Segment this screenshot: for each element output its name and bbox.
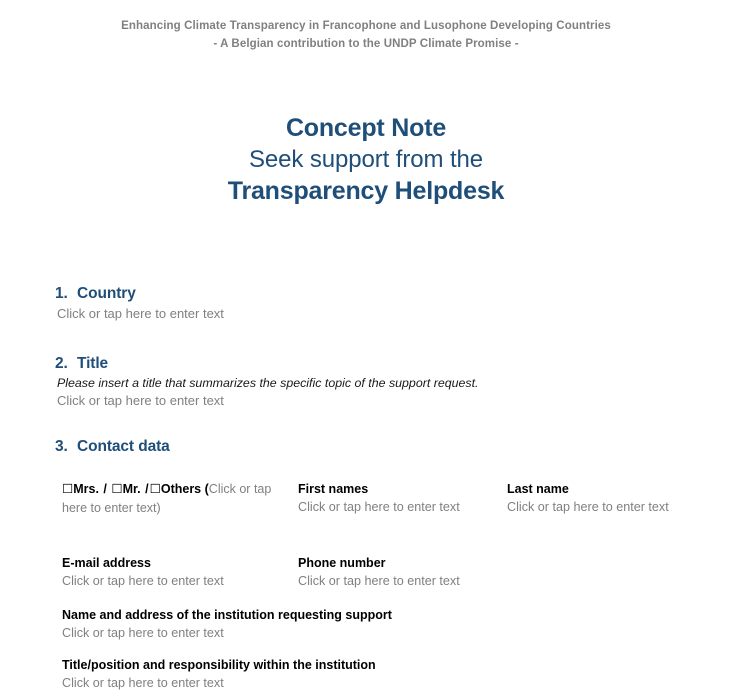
spacer: [0, 323, 732, 353]
document-title-block: [0, 113, 732, 207]
title-input-placeholder[interactable]: Click or tap here to enter text: [57, 393, 224, 408]
section-label: Title: [77, 355, 109, 372]
contact-row: [62, 480, 732, 554]
email-input-placeholder[interactable]: Click or tap here to enter text: [62, 574, 224, 588]
contact-row: [62, 656, 732, 696]
institution-input-placeholder[interactable]: Click or tap here to enter text: [62, 626, 224, 640]
document-running-header: [0, 18, 732, 52]
salutation-others-input-placeholder[interactable]: Click or tap here to enter text): [62, 482, 272, 515]
section-contact-data: [0, 436, 732, 696]
section-heading-contact-data: [0, 436, 732, 458]
salutation-options: [62, 480, 288, 518]
field-institution-name-address: [62, 606, 532, 642]
field-phone-number: [298, 554, 506, 590]
salutation-label-mr: Mr.: [122, 482, 141, 496]
contact-data-grid: [0, 480, 732, 696]
salutation-group: [62, 480, 288, 518]
header-line-2: - A Belgian contribution to the UNDP Climate Promise -: [213, 38, 519, 50]
checkbox-mr-icon[interactable]: ☐: [111, 482, 123, 496]
section-heading-country: [0, 283, 732, 305]
field-label: Title/position and responsibility within the institution: [62, 658, 376, 672]
header-line-1: Enhancing Climate Transparency in Francophone and Lusophone Developing Countries: [121, 20, 611, 32]
first-names-input-placeholder[interactable]: Click or tap here to enter text: [298, 500, 460, 514]
title-instruction-text: Please insert a title that summarizes the specific topic of the support request.: [57, 376, 479, 390]
title-seek-support: Seek support from the: [248, 146, 484, 173]
checkbox-others-icon[interactable]: ☐: [149, 482, 161, 496]
field-email-address: [62, 554, 288, 590]
section-number: 2.: [55, 355, 68, 372]
salutation-open-paren: (: [204, 482, 209, 496]
checkbox-mrs-icon[interactable]: ☐: [62, 482, 74, 496]
last-name-input-placeholder[interactable]: Click or tap here to enter text: [507, 500, 669, 514]
field-label: Last name: [507, 482, 569, 496]
field-label: Name and address of the institution requesting support: [62, 608, 392, 622]
section-number: 3.: [55, 438, 68, 455]
salutation-separator-2: /: [145, 482, 149, 496]
field-label: First names: [298, 482, 369, 496]
section-country: [0, 283, 732, 323]
title-position-input-placeholder[interactable]: Click or tap here to enter text: [62, 676, 224, 690]
section-label: Country: [77, 285, 136, 302]
section-label: Contact data: [77, 438, 170, 455]
field-first-names: [298, 480, 506, 516]
title-transparency-helpdesk: Transparency Helpdesk: [227, 177, 505, 205]
title-concept-note: Concept Note: [285, 114, 447, 142]
section-title: [0, 353, 732, 410]
contact-row: [62, 606, 732, 656]
field-label: E-mail address: [62, 556, 151, 570]
section-number: 1.: [55, 285, 68, 302]
section-heading-title: [0, 353, 732, 375]
field-last-name: [507, 480, 727, 516]
field-title-position: [62, 656, 532, 692]
salutation-separator-1: /: [103, 482, 107, 496]
phone-input-placeholder[interactable]: Click or tap here to enter text: [298, 574, 460, 588]
salutation-label-mrs: Mrs.: [73, 482, 99, 496]
document-body: [0, 283, 732, 696]
country-input-placeholder[interactable]: Click or tap here to enter text: [57, 306, 224, 321]
contact-row: [62, 554, 732, 606]
spacer: [0, 410, 732, 436]
field-label: Phone number: [298, 556, 386, 570]
salutation-label-others: Others: [160, 482, 202, 496]
